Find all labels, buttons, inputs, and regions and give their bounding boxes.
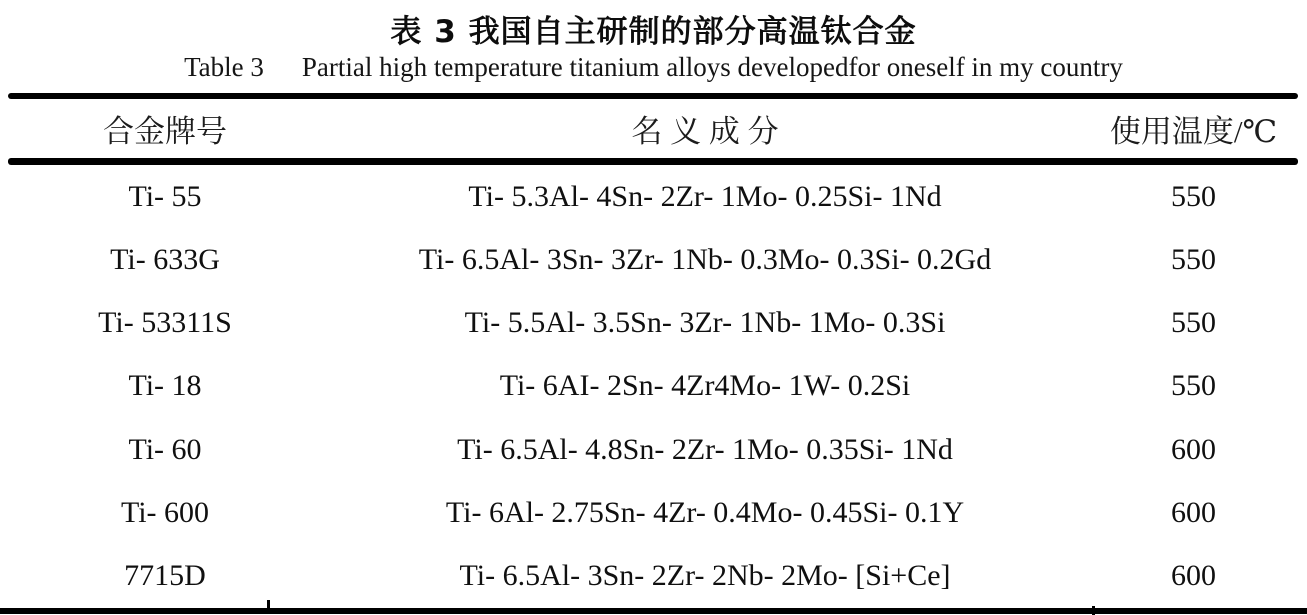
header-composition: 名 义 成 分	[631, 114, 779, 149]
composition-cell: Ti- 6AI- 2Sn- 4Zr4Mo- 1W- 0.2Si	[499, 369, 911, 403]
table-row	[0, 355, 1307, 418]
composition-cell: Ti- 6.5Al- 4.8Sn- 2Zr- 1Mo- 0.35Si- 1Nd	[457, 432, 953, 466]
temperature-cell: 550	[1171, 306, 1216, 340]
column-divider-tick-right	[1092, 606, 1095, 615]
alloy-cell: Ti- 600	[120, 496, 210, 530]
table-row	[0, 292, 1307, 355]
table-row	[0, 481, 1307, 544]
composition-cell: Ti- 6Al- 2.75Sn- 4Zr- 0.4Mo- 0.45Si- 0.1Y	[445, 496, 965, 530]
table-row	[0, 165, 1307, 228]
temperature-cell: 600	[1171, 496, 1216, 530]
table-title-chinese: 表 3 我国自主研制的部分高温钛合金	[390, 14, 917, 50]
temperature-cell: 600	[1171, 559, 1216, 593]
table-row	[0, 418, 1307, 481]
table-header-rule	[8, 158, 1298, 165]
alloy-cell: Ti- 53311S	[98, 306, 232, 340]
header-alloy: 合金牌号	[103, 114, 227, 149]
temperature-cell: 550	[1171, 242, 1216, 276]
table-body	[0, 165, 1307, 608]
composition-cell: Ti- 5.3Al- 4Sn- 2Zr- 1Mo- 0.25Si- 1Nd	[468, 179, 942, 213]
alloy-cell: Ti- 60	[128, 432, 202, 466]
composition-cell: Ti- 6.5Al- 3Sn- 2Zr- 2Nb- 2Mo- [Si+Ce]	[459, 559, 951, 593]
table-caption-text: Partial high temperature titanium alloys developedfor oneself in my country	[301, 52, 1123, 82]
temperature-cell: 550	[1171, 369, 1216, 403]
table-row	[0, 545, 1307, 608]
composition-cell: Ti- 6.5Al- 3Sn- 3Zr- 1Nb- 0.3Mo- 0.3Si- 0.2Gd	[418, 242, 992, 276]
table-header-row	[0, 99, 1307, 158]
alloy-cell: 7715D	[124, 559, 206, 593]
alloy-cell: Ti- 633G	[110, 242, 220, 276]
table-caption-english	[0, 52, 1307, 83]
temperature-cell: 600	[1171, 432, 1216, 466]
table-caption-label: Table 3	[184, 52, 264, 82]
alloy-cell: Ti- 18	[128, 369, 202, 403]
table-bottom-rule	[0, 608, 1307, 614]
temperature-cell: 550	[1171, 179, 1216, 213]
alloy-cell: Ti- 55	[128, 179, 202, 213]
composition-cell: Ti- 5.5Al- 3.5Sn- 3Zr- 1Nb- 1Mo- 0.3Si	[464, 306, 946, 340]
header-temperature: 使用温度/℃	[1109, 114, 1278, 149]
table-row	[0, 228, 1307, 291]
